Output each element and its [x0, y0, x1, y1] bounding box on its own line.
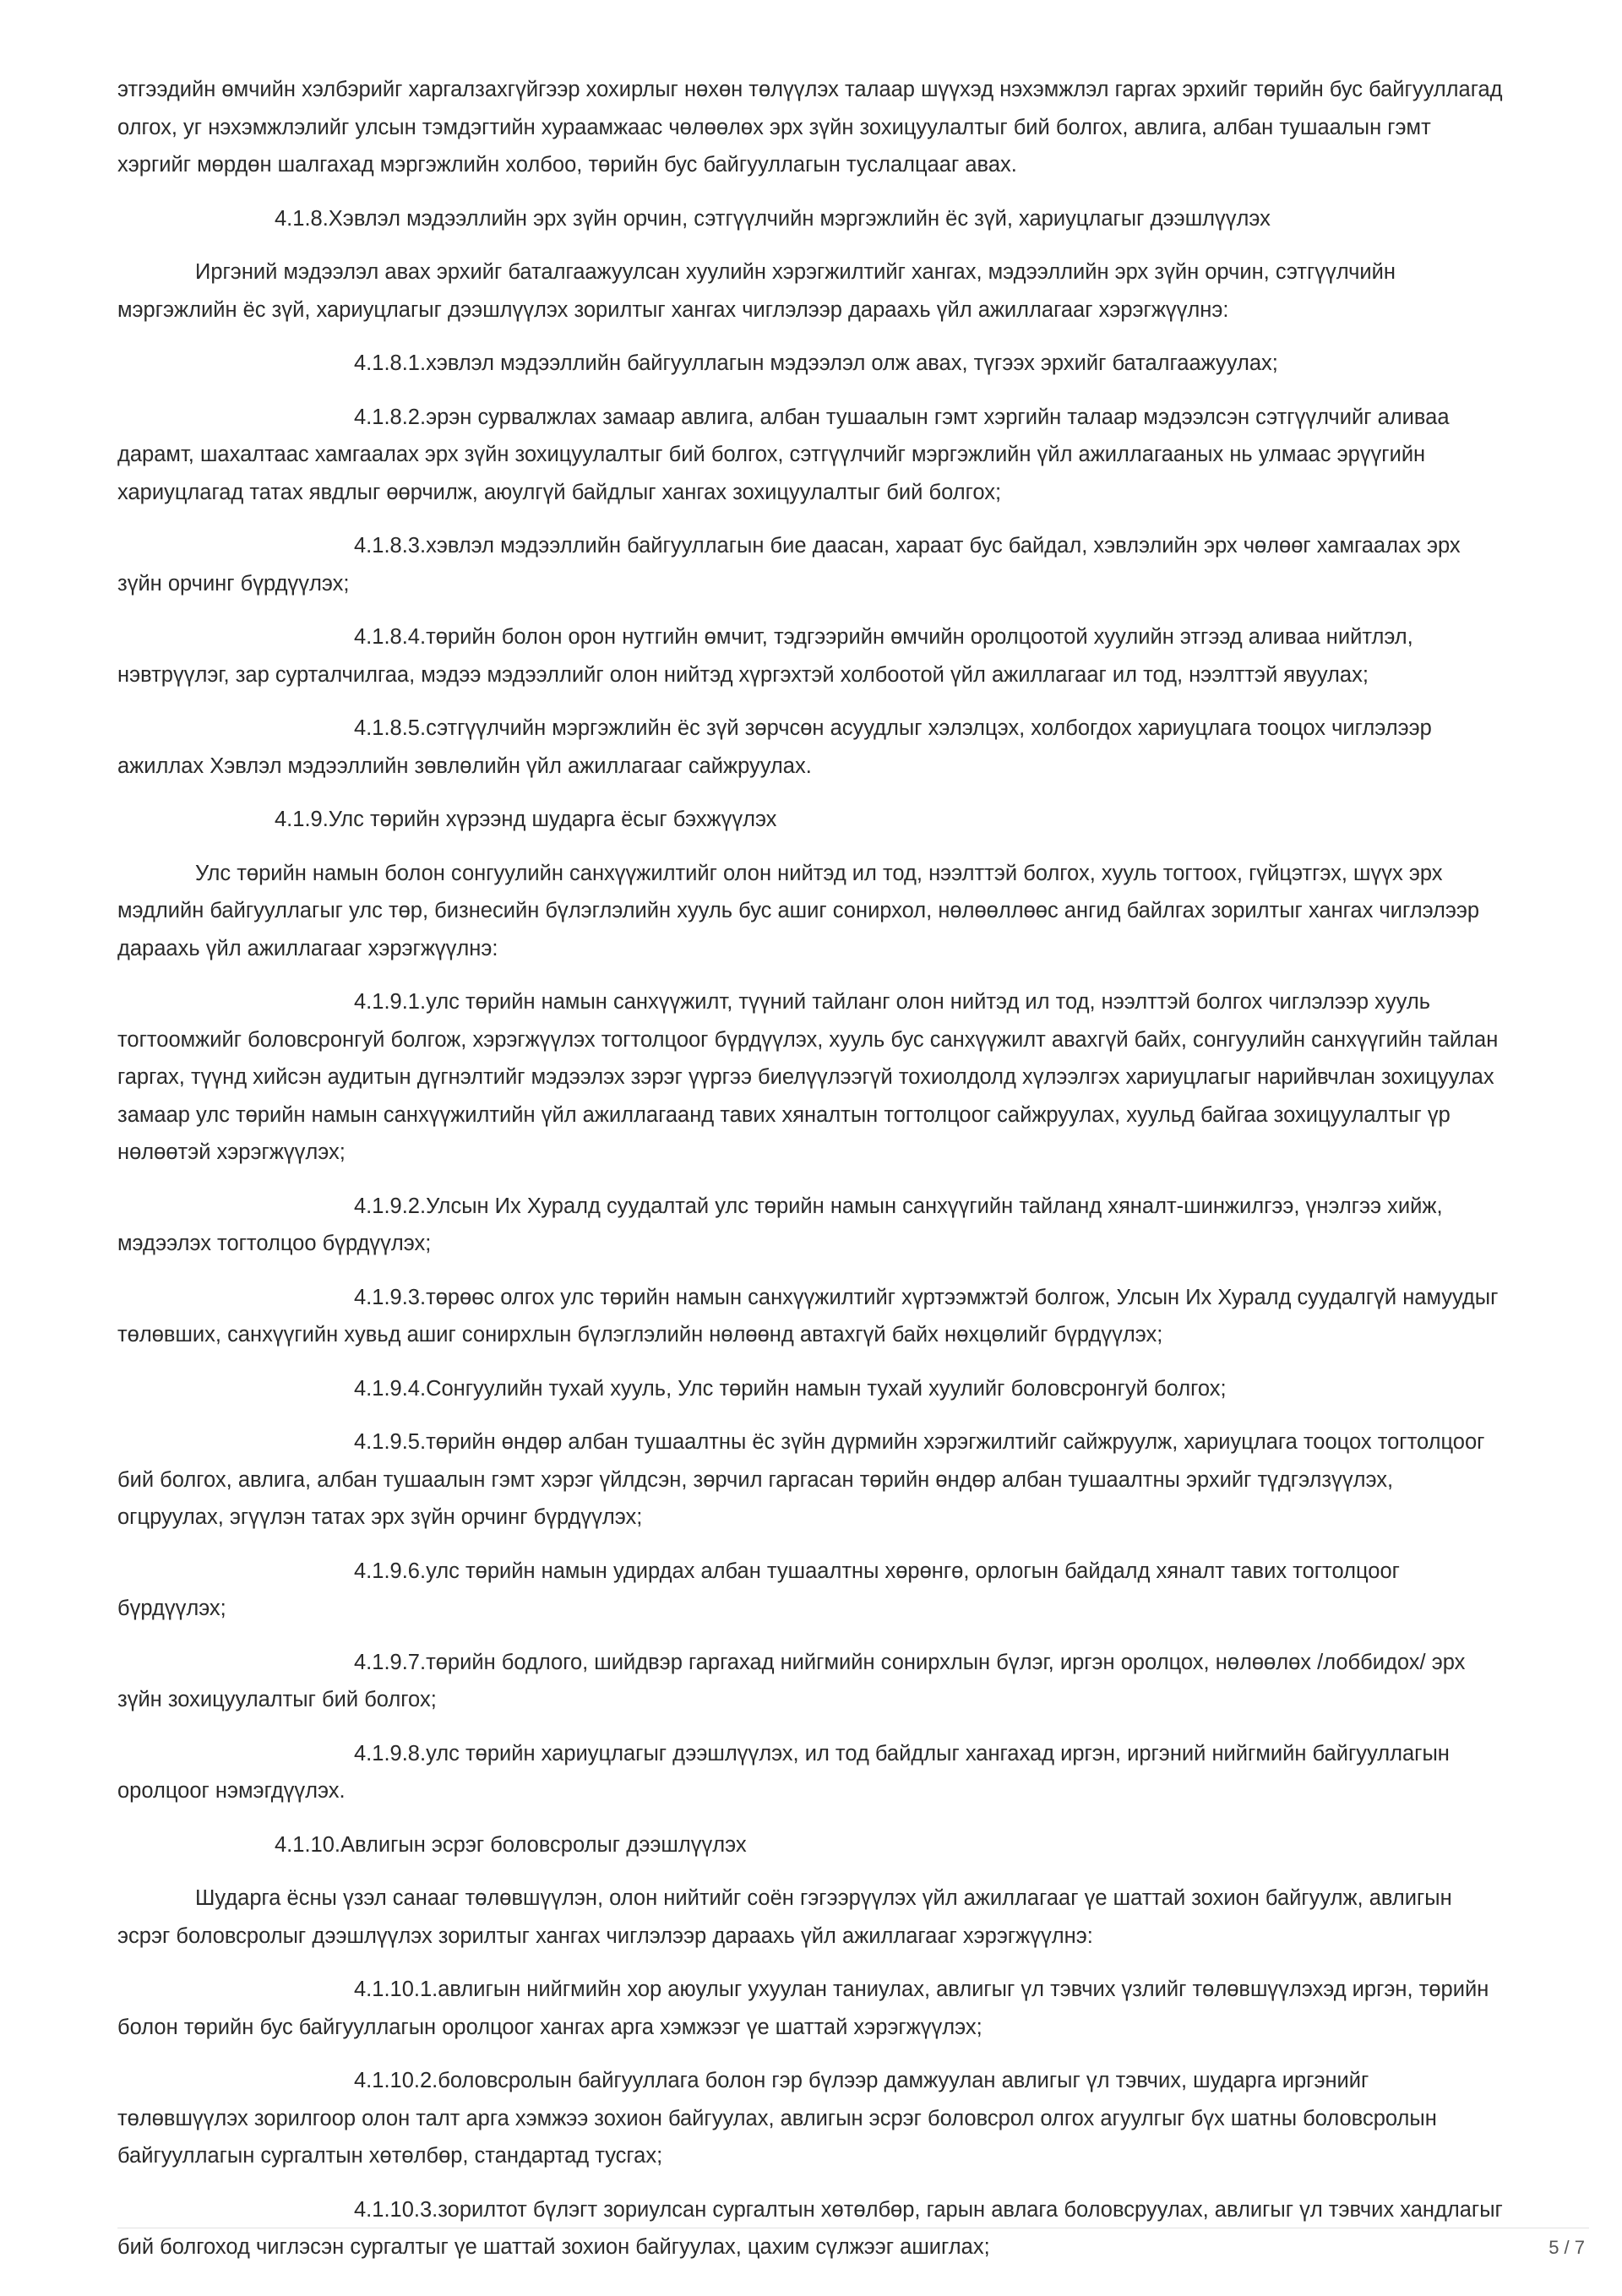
list-item-4-1-8-4: 4.1.8.4.төрийн болон орон нутгийн өмчит, тэдгээрийн өмчийн оролцоотой хуулийн этгээд аливаа нийтлэл, нэвтрүүлэг, зар сурталчилгаа, мэдээ мэдээллийг олон нийтэд хүргэхтэй холбоотой үйл ажиллагааг ил тод, нээлттэй явуулах; [117, 625, 1413, 687]
list-item-4-1-9-3: 4.1.9.3.төрөөс олгох улс төрийн намын санхүүжилтийг хүртээмжтэй болгож, Улсын Их Хуралд суудалгүй намуудыг төлөвших, санхүүгийн хувьд ашиг сонирхлын бүлэглэлийн нөлөөнд автахгүй байх нөхцөлийг бүрдүүлэх; [117, 1285, 1499, 1347]
section-heading-4-1-9: 4.1.9.Улс төрийн хүрээнд шударга ёсыг бэхжүүлэх [275, 808, 777, 831]
list-item-4-1-9-7: 4.1.9.7.төрийн бодлого, шийдвэр гаргахад нийгмийн сонирхлын бүлэг, иргэн оролцох, нөлөөлөх /лоббидох/ эрх зүйн зохицуулалтыг бий болгох; [117, 1650, 1466, 1711]
list-item-4-1-10-3: 4.1.10.3.зорилтот бүлэгт зориулсан сургалтын хөтөлбөр, гарын авлага боловсруулах, авлигыг үл тэвчих хандлагыг бий болгоход чиглэсэн сургалтыг үе шаттай зохион байгуулах, цахим сүлжээг ашиглах; [117, 2197, 1503, 2259]
section-intro-4-1-9: Улс төрийн намын болон сонгуулийн санхүүжилтийг олон нийтэд ил тод, нээлттэй болгох, хууль тогтоох, гүйцэтгэх, шүүх эрх мэдлийн байгууллагыг улс төр, бизнесийн бүлэглэлийн хууль бус ашиг сонирхол, нөлөөллөөс ангид байлгах зорилтыг хангах чиглэлээр дараахь үйл ажиллагааг хэрэгжүүлнэ: [117, 861, 1480, 960]
section-intro-4-1-10: Шударга ёсны үзэл санааг төлөвшүүлэн, олон нийтийг соён гэгээрүүлэх үйл ажиллагааг үе шаттай зохион байгуулж, авлигын эсрэг боловсролыг дээшлүүлэх зорилтыг хангах чиглэлээр дараахь үйл ажиллагааг хэрэгжүүлнэ: [117, 1886, 1452, 1948]
list-item-4-1-9-2: 4.1.9.2.Улсын Их Хуралд суудалтай улс төрийн намын санхүүгийн тайланд хяналт-шинжилгээ, үнэлгээ хийж, мэдээлэх тогтолцоо бүрдүүлэх; [117, 1194, 1443, 1255]
list-item-4-1-10-2: 4.1.10.2.боловсролын байгууллага болон гэр бүлээр дамжуулан авлигыг үл тэвчих, шударга иргэнийг төлөвшүүлэх зорилгоор олон талт арга хэмжээ зохион байгуулах, авлигын эсрэг боловсрол олгох агуулгыг бүх шатны боловсролын байгууллагын сургалтын хөтөлбөр, стандартад тусгах; [117, 2069, 1437, 2168]
page-number: 5 / 7 [1549, 2237, 1585, 2258]
list-item-4-1-8-1: 4.1.8.1.хэвлэл мэдээллийн байгууллагын мэдээлэл олж авах, түгээх эрхийг баталгаажуулах; [354, 351, 1278, 375]
list-item-4-1-9-5: 4.1.9.5.төрийн өндөр албан тушаалтны ёс зүйн дүрмийн хэрэгжилтийг сайжруулж, хариуцлага тооцох тогтолцоог бий болгох, авлига, албан тушаалын гэмт хэрэг үйлдсэн, зөрчил гаргасан төрийн өндөр албан тушаалтны эрхийг түдгэлзүүлэх, огцруулах, эгүүлэн татах эрх зүйн орчинг бүрдүүлэх; [117, 1430, 1485, 1529]
list-item-4-1-10-1: 4.1.10.1.авлигын нийгмийн хор аюулыг ухуулан таниулах, авлигыг үл тэвчих үзлийг төлөвшүүлэхэд иргэн, төрийн болон төрийн бус байгууллагын оролцоог хангах арга хэмжээг үе шаттай хэрэгжүүлэх; [117, 1978, 1489, 2039]
list-item-4-1-9-4: 4.1.9.4.Сонгуулийн тухай хууль, Улс төрийн намын тухай хуулийг боловсронгуй болгох; [354, 1376, 1227, 1401]
document-body [117, 71, 1505, 2282]
list-item-4-1-8-5: 4.1.8.5.сэтгүүлчийн мэргэжлийн ёс зүй зөрчсөн асуудлыг хэлэлцэх, холбогдох хариуцлага тооцох чиглэлээр ажиллах Хэвлэл мэдээллийн зөвлөлийн үйл ажиллагааг сайжруулах. [117, 716, 1432, 778]
list-item-4-1-9-6: 4.1.9.6.улс төрийн намын удирдах албан тушаалтны хөрөнгө, орлогын байдалд хяналт тавих тогтолцоог бүрдүүлэх; [117, 1559, 1400, 1620]
list-item-4-1-9-8: 4.1.9.8.улс төрийн хариуцлагыг дээшлүүлэх, ил тод байдлыг хангахад иргэн, иргэний нийгмийн байгууллагын оролцоог нэмэгдүүлэх. [117, 1741, 1450, 1803]
list-item-4-1-9-1: 4.1.9.1.улс төрийн намын санхүүжилт, түүний тайланг олон нийтэд ил тод, нээлттэй болгох чиглэлээр хууль тогтоомжийг боловсронгуй болгож, хэрэгжүүлэх тогтолцоог бүрдүүлэх, хууль бус санхүүжилт авахгүй байх, сонгуулийн санхүүгийн тайлан гаргах, түүнд хийсэн аудитын дүгнэлтийг мэдээлэх зэрэг үүргээ биелүүлээгүй тохиолдолд хүлээлгэх хариуцлагыг нарийвчлан зохицуулах замаар улс төрийн намын санхүүжилтийн үйл ажиллагаанд тавих хяналтын тогтолцоог сайжруулах, хуульд байгаа зохицуулалтыг үр нөлөөтэй хэрэгжүүлэх; [117, 990, 1499, 1164]
section-heading-4-1-10: 4.1.10.Авлигын эсрэг боловсролыг дээшлүүлэх [275, 1832, 747, 1857]
section-intro-4-1-8: Иргэний мэдээлэл авах эрхийг баталгаажуулсан хуулийн хэрэгжилтийг хангах, мэдээллийн эрх зүйн орчин, сэтгүүлчийн мэргэжлийн ёс зүй, хариуцлагыг дээшлүүлэх зорилтыг хангах чиглэлээр дараахь үйл ажиллагааг хэрэгжүүлнэ: [117, 260, 1396, 322]
list-item-4-1-8-2: 4.1.8.2.эрэн сурвалжлах замаар авлига, албан тушаалын гэмт хэргийн талаар мэдээлсэн сэтгүүлчийг аливаа дарамт, шахалтаас хамгаалах эрх зүйн зохицуулалтыг бий болгох, сэтгүүлчийг мэргэжлийн үйл ажиллагааных нь улмаас эрүүгийн хариуцлагад татах явдлыг өөрчилж, аюулгүй байдлыг хангах зохицуулалтыг бий болгох; [117, 405, 1450, 504]
paragraph-continuation: этгээдийн өмчийн хэлбэрийг харгалзахгүйгээр хохирлыг нөхөн төлүүлэх талаар шүүхэд нэхэмжлэл гаргах эрхийг төрийн бус байгууллагад олгох, уг нэхэмжлэлийг улсын тэмдэгтийн хураамжаас чөлөөлөх эрх зүйн зохицуулалтыг бий болгох, авлига, албан тушаалын гэмт хэргийг мөрдөн шалгахад мэргэжлийн холбоо, төрийн бус байгууллагын туслалцааг авах. [117, 78, 1503, 177]
list-item-4-1-8-3: 4.1.8.3.хэвлэл мэдээллийн байгууллагын бие даасан, хараат бус байдал, хэвлэлийн эрх чөлөөг хамгаалах эрх зүйн орчинг бүрдүүлэх; [117, 534, 1461, 596]
section-heading-4-1-8: 4.1.8.Хэвлэл мэдээллийн эрх зүйн орчин, сэтгүүлчийн мэргэжлийн ёс зүй, хариуцлагыг дээшлүүлэх [275, 206, 1271, 231]
